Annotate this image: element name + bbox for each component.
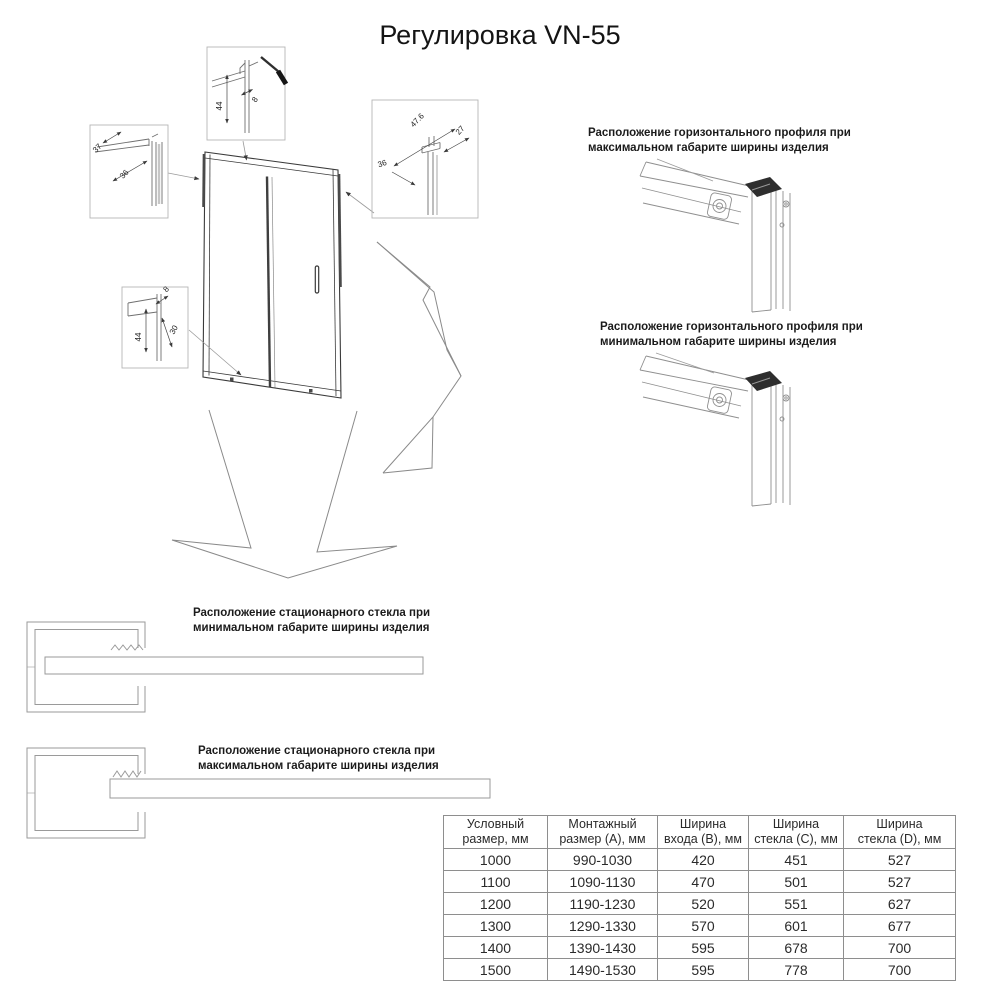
- label-line: Расположение горизонтального профиля при: [600, 321, 863, 333]
- corner-joint-max-drawing: [640, 162, 790, 312]
- dim-label: 44: [215, 101, 224, 111]
- table-header-cell: Ширина стекла (D), мм: [844, 816, 956, 849]
- main-door-drawing: [203, 152, 341, 398]
- table-header-row: [444, 816, 956, 849]
- table-row: [444, 915, 956, 937]
- dim-label: 47.6: [408, 111, 426, 129]
- table-cell: 527: [844, 871, 956, 893]
- label-line: Расположение горизонтального профиля при: [588, 127, 851, 139]
- table-row: [444, 849, 956, 871]
- label-horizontal-profile-max: [588, 126, 851, 156]
- table-cell: 1400: [444, 937, 548, 959]
- label-horizontal-profile-min: [600, 320, 863, 350]
- table-cell: 1000: [444, 849, 548, 871]
- label-line: максимальном габарите ширины изделия: [198, 759, 439, 772]
- dim-label: 37: [90, 141, 104, 155]
- table-cell: 627: [844, 893, 956, 915]
- dim-label: 44: [134, 332, 143, 342]
- table-cell: 527: [844, 849, 956, 871]
- table-header-cell: Ширина стекла (C), мм: [749, 816, 844, 849]
- label-fixed-glass-min: [193, 606, 430, 636]
- table-cell: 601: [749, 915, 844, 937]
- dimensions-table: [443, 815, 956, 981]
- table-cell: 1390-1430: [548, 937, 658, 959]
- big-down-arrow: [172, 410, 397, 578]
- table-cell: 1090-1130: [548, 871, 658, 893]
- table-cell: 778: [749, 959, 844, 981]
- table-row: [444, 871, 956, 893]
- dim-label: 36: [376, 157, 388, 170]
- table-cell: 1490-1530: [548, 959, 658, 981]
- table-cell: 551: [749, 893, 844, 915]
- dim-label: 36: [117, 167, 131, 181]
- dim-label: 8: [249, 95, 260, 104]
- gasket-seal: [113, 771, 141, 777]
- table-cell: 501: [749, 871, 844, 893]
- table-header-cell: Условный размер, мм: [444, 816, 548, 849]
- label-line: минимальном габарите ширины изделия: [600, 335, 837, 348]
- table-cell: 677: [844, 915, 956, 937]
- detail-callout-right: [372, 100, 478, 218]
- detail-callout-left: [90, 125, 168, 218]
- dimensions-table-container: [443, 815, 956, 981]
- table-cell: 451: [749, 849, 844, 871]
- table-cell: 1190-1230: [548, 893, 658, 915]
- table-header-cell: Монтажный размер (A), мм: [548, 816, 658, 849]
- table-cell: 1300: [444, 915, 548, 937]
- table-cell: 570: [658, 915, 749, 937]
- callout-leader-lines: [168, 141, 374, 375]
- table-cell: 595: [658, 959, 749, 981]
- door-handle: [315, 266, 318, 293]
- table-cell: 1100: [444, 871, 548, 893]
- table-cell: 1500: [444, 959, 548, 981]
- table-cell: 990-1030: [548, 849, 658, 871]
- table-row: [444, 959, 956, 981]
- table-row: [444, 937, 956, 959]
- table-cell: 700: [844, 959, 956, 981]
- dim-label: 30: [167, 323, 180, 336]
- label-fixed-glass-max: [198, 744, 439, 774]
- table-cell: 700: [844, 937, 956, 959]
- table-header-cell: Ширина входа (B), мм: [658, 816, 749, 849]
- detail-callout-top: [207, 47, 286, 140]
- table-cell: 1290-1330: [548, 915, 658, 937]
- table-row: [444, 893, 956, 915]
- dim-label: 27: [453, 124, 467, 137]
- label-line: Расположение стационарного стекла при: [198, 745, 436, 757]
- table-cell: 470: [658, 871, 749, 893]
- label-line: максимальном габарите ширины изделия: [588, 141, 829, 154]
- label-line: минимальном габарите ширины изделия: [193, 621, 430, 634]
- detail-callout-bottom-left: [122, 284, 188, 368]
- table-cell: 520: [658, 893, 749, 915]
- page-title: Регулировка VN-55: [379, 20, 621, 50]
- corner-joint-min-drawing: [640, 356, 790, 506]
- label-line: Расположение стационарного стекла при: [193, 607, 431, 619]
- table-cell: 420: [658, 849, 749, 871]
- table-cell: 1200: [444, 893, 548, 915]
- table-cell: 678: [749, 937, 844, 959]
- zigzag-double-arrow: [377, 242, 461, 473]
- allen-key-icon: [261, 57, 286, 84]
- table-cell: 595: [658, 937, 749, 959]
- dim-label: 8: [161, 284, 171, 294]
